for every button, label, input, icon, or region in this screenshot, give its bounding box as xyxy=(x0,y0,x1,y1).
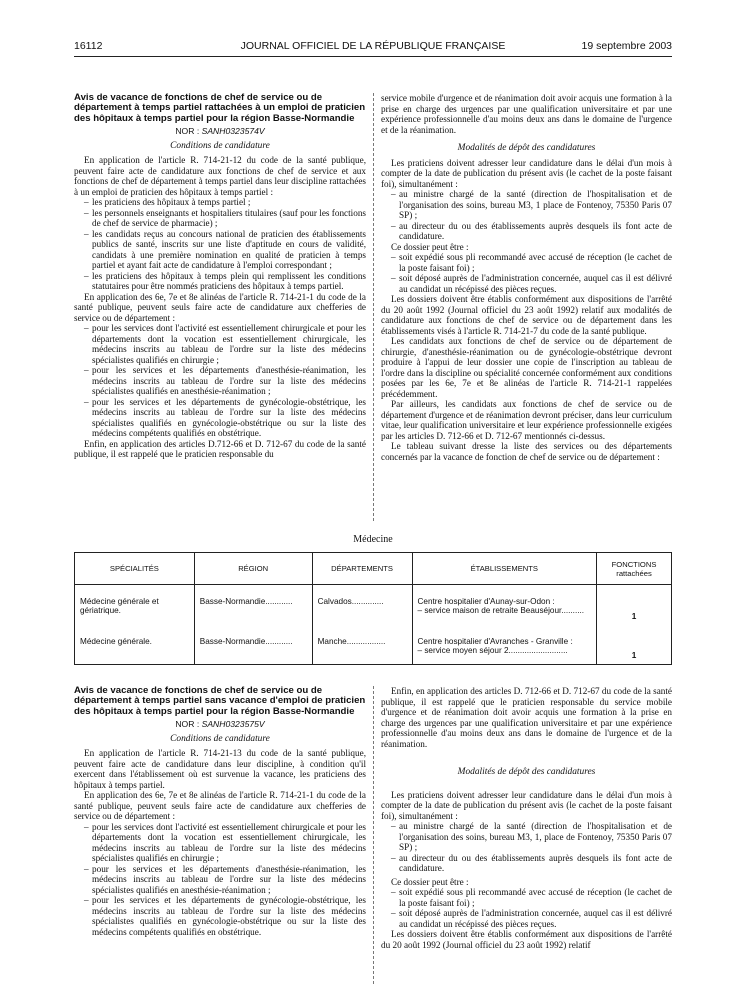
article1-col2-para5: Les candidats aux fonctions de chef de service ou de département de chirurgie, d'anesthésie-réanimation ou de gynécologie-obstétrique devront produire à l'appui de leur dossier une copie de l'inscription au tableau de l'ordre dans la discipline ou spécialité concernée conformément aux conditions posées par les 6e, 7e et 8e alinéas de l'article R. 714-21-1 rappelées précédemment. xyxy=(381,336,672,399)
article2-list1 xyxy=(74,822,366,938)
article1-nor xyxy=(74,126,366,137)
cell-departement-text: Manche xyxy=(317,636,347,646)
publication-date: 19 septembre 2003 xyxy=(581,40,672,52)
cell-region-text: Basse-Normandie xyxy=(199,636,266,646)
article2-list3 xyxy=(381,887,672,929)
cell-departement-text: Calvados xyxy=(317,597,352,606)
list-item: – pour les services et les départements de gynécologie-obstétrique, les médecins inscrits au tableau de l'ordre sur la liste des médecins spécialistes qualifiés en gynécologie-obstétrique ou sur la liste des médecins compétents qualifiés en obstétrique. xyxy=(84,397,366,439)
leader-dots: ............ xyxy=(265,636,293,646)
list-item: – soit déposé auprès de l'administration concernée, auquel cas il est délivré au candidat un récépissé des pièces reçues. xyxy=(391,273,672,294)
header-region: RÉGION xyxy=(194,553,312,585)
cell-etablissement xyxy=(412,585,597,625)
article2-left-column xyxy=(74,686,366,984)
header-departements: DÉPARTEMENTS xyxy=(312,553,412,585)
cell-fonctions: 1 xyxy=(597,585,672,625)
article1-para3: Enfin, en application des articles D.712-66 et D. 712-67 du code de la santé publique, il est rappelé que le praticien responsable du xyxy=(74,438,366,460)
leader-dots: .............. xyxy=(351,597,384,606)
list-item: – les candidats reçus au concours national de praticien des établissements publics de santé, inscrits sur une liste d'aptitude en cours de validité, candidats à une première nomination en qualité de praticien à temps partiel et ayant fait acte de candidature à l'emploi correspondant ; xyxy=(84,229,366,271)
article2-col2-para4: Les dossiers doivent être établis conformément aux dispositions de l'arrêté du 20 août 1992 (Journal officiel du 23 août 1992) relatif xyxy=(381,929,672,950)
leader-dots: .......................... xyxy=(508,645,568,655)
article2-list2 xyxy=(381,821,672,874)
etablissement-line2-text: – service maison de retraite Beauséjour xyxy=(417,606,562,615)
column-separator xyxy=(373,686,374,984)
article2-col2-para2: Les praticiens doivent adresser leur candidature dans le délai d'un mois à compter de la date de publication du présent avis (le cachet de la poste faisant foi), simultanément : xyxy=(381,789,672,821)
list-item: – soit déposé auprès de l'administration concernée, auquel cas il est délivré au candidat un récépissé des pièces reçues. xyxy=(391,908,672,929)
list-item: – les praticiens des hôpitaux à temps plein qui remplissent les conditions statutaires pour être nommés praticiens des hôpitaux à temps partiel. xyxy=(84,271,366,292)
article2-col2-para3: Ce dossier peut être : xyxy=(391,876,469,887)
article2-col2-para1: Enfin, en application des articles D. 712-66 et D. 712-67 du code de la santé publique, il est rappelé que le praticien responsable du service mobile d'urgence et de réanimation doit avoir acquis une formation à la prise en charge des urgences par une qualification universitaire et par une expérience professionnelle d'au moins deux ans dans le domaine de l'urgence et de la réanimation. xyxy=(381,686,672,749)
nor-label: NOR : xyxy=(175,719,200,730)
cell-region xyxy=(194,625,312,665)
article1-col2-para2: Les praticiens doivent adresser leur candidature dans le délai d'un mois à compter de la date de publication du présent avis (le cachet de la poste faisant foi), simultanément : xyxy=(381,157,672,189)
article1-conditions-heading: Conditions de candidature xyxy=(170,140,270,151)
column-separator xyxy=(373,93,374,521)
list-item: – au directeur du ou des établissements auprès desquels ils font acte de candidature. xyxy=(391,221,672,242)
leader-dots: ............ xyxy=(265,597,293,606)
leader-dots: ................. xyxy=(346,636,386,646)
article1-col2-para1: service mobile d'urgence et de réanimation doit avoir acquis une formation à la prise en charge des urgences par une qualification universitaire et par une expérience professionnelle d'au moins deux ans dans le domaine de l'urgence et de la réanimation. xyxy=(381,93,672,135)
list-item: – les personnels enseignants et hospitaliers titulaires (sauf pour les fonctions de chef de service de pharmacie) ; xyxy=(84,208,366,229)
nor-label: NOR : xyxy=(175,126,200,137)
header-fonctions-sub: rattachées xyxy=(616,568,652,578)
article2-para2: En application des 6e, 7e et 8e alinéas de l'article R. 714-21-1 du code de la santé publique, peuvent seuls faire acte de candidature aux chefferies de service ou de département : xyxy=(74,790,366,822)
list-item: – soit expédié sous pli recommandé avec accusé de réception (le cachet de la poste faisant foi) ; xyxy=(391,252,672,273)
cell-etablissement xyxy=(412,625,597,665)
list-item: – pour les services et les départements d'anesthésie-réanimation, les médecins inscrits au tableau de l'ordre sur la liste des médecins spécialistes qualifiés en anesthésie-réanimation ; xyxy=(84,365,366,397)
leader-dots: .......... xyxy=(561,606,585,615)
list-item: – au ministre chargé de la santé (direction de l'hospitalisation et de l'organisation des soins, bureau M3, 1, place de Fontenoy, 75350 Paris 07 SP) ; xyxy=(391,821,672,853)
article1-list2 xyxy=(74,323,366,439)
etablissement-line1: Centre hospitalier d'Avranches - Granville : xyxy=(417,636,573,646)
article1-right-column xyxy=(381,93,672,521)
page-number: 16112 xyxy=(74,40,103,52)
list-item: – pour les services et les départements de gynécologie-obstétrique, les médecins inscrits au tableau de l'ordre sur la liste des médecins spécialistes qualifiés en gynécologie-obstétrique ou sur la liste des médecins compétents qualifiés en obstétrique. xyxy=(84,895,366,937)
journal-title: JOURNAL OFFICIEL DE LA RÉPUBLIQUE FRANÇAISE xyxy=(240,40,506,52)
article2-title: Avis de vacance de fonctions de chef de service ou de département à temps partiel sans vacance d'emploi de praticien des hôpitaux à temps partiel pour la région Basse-Normandie xyxy=(74,686,366,717)
list-item: – soit expédié sous pli recommandé avec accusé de réception (le cachet de la poste faisant foi) ; xyxy=(391,887,672,908)
header-specialites: SPÉCIALITÉS xyxy=(75,553,195,585)
list-item: – au ministre chargé de la santé (direction de l'hospitalisation et de l'organisation des soins, bureau M3, 1 place de Fontenoy, 75350 Paris 07 SP) ; xyxy=(391,189,672,221)
article1-title: Avis de vacance de fonctions de chef de service ou de département à temps partiel rattachées à un emploi de praticien des hôpitaux à temps partiel pour la région Basse-Normandie xyxy=(74,93,366,124)
article2-conditions-heading: Conditions de candidature xyxy=(170,733,270,744)
cell-specialite: Médecine générale. xyxy=(75,625,195,665)
article2-modalites-heading: Modalités de dépôt des candidatures xyxy=(457,767,596,777)
cell-specialite: Médecine générale et gériatrique. xyxy=(75,585,195,625)
article1-list3 xyxy=(381,189,672,242)
article1-col2-para3: Ce dossier peut être : xyxy=(391,241,469,252)
article1-col2-para6: Par ailleurs, les candidats aux fonctions de chef de service ou de département d'urgence et de réanimation devront préciser, dans leur curriculum vitae, leur qualification universitaire et leur expérience professionnelle exigées par les articles D. 712-66 et D. 712-67 mentionnés ci-dessus. xyxy=(381,399,672,441)
article2-right-column xyxy=(381,686,672,984)
nor-code: SANH0323574V xyxy=(201,126,265,137)
cell-fonctions: 1 xyxy=(597,625,672,665)
etablissement-line1: Centre hospitalier d'Aunay-sur-Odon : xyxy=(417,597,555,606)
vacancy-table xyxy=(74,552,672,665)
table-row xyxy=(75,625,672,665)
cell-departement xyxy=(312,585,412,625)
etablissement-line2 xyxy=(418,646,592,655)
etablissement-line2 xyxy=(418,606,592,615)
article1-modalites-heading: Modalités de dépôt des candidatures xyxy=(457,143,596,153)
list-item: – les praticiens des hôpitaux à temps partiel ; xyxy=(84,197,366,208)
table-row xyxy=(75,585,672,625)
list-item: – pour les services dont l'activité est essentiellement chirurgicale et pour les départements dont la vocation est essentiellement chirurgicale, les médecins inscrits au tableau de l'ordre sur la liste des médecins spécialistes qualifiés en chirurgie ; xyxy=(84,822,366,864)
article2-para1: En application de l'article R. 714-21-13 du code de la santé publique, peuvent faire acte de candidature dans leur discipline, à condition qu'il exercent dans l'établissement où est survenue la vacance, les praticiens des hôpitaux à temps partiel. xyxy=(74,748,366,790)
header-etablissements: ÉTABLISSEMENTS xyxy=(412,553,597,585)
page-header xyxy=(74,40,672,56)
list-item: – pour les services et les départements d'anesthésie-réanimation, les médecins inscrits au tableau de l'ordre sur la liste des médecins spécialistes qualifiés en anesthésie-réanimation ; xyxy=(84,864,366,896)
etablissement-line2-text: – service moyen séjour 2 xyxy=(417,645,509,655)
nor-code: SANH0323575V xyxy=(201,719,265,730)
article1-list1 xyxy=(74,197,366,292)
article1-para1: En application de l'article R. 714-21-12 du code de la santé publique, peuvent faire acte de candidature aux fonctions de chef de service et aux fonctions de chef de département à temps partiel dans leur discipline rattachées à un emploi de praticien des hôpitaux à temps partiel : xyxy=(74,155,366,197)
article1-col2-para7: Le tableau suivant dresse la liste des services ou des départements concernés par la vacance de fonction de chef de service ou de département : xyxy=(381,441,672,462)
cell-region xyxy=(194,585,312,625)
list-item: – pour les services dont l'activité est essentiellement chirurgicale et pour les départements dont la vocation est essentiellement chirurgicale, les médecins inscrits au tableau de l'ordre sur la liste des médecins spécialistes qualifiés en chirurgie ; xyxy=(84,323,366,365)
article1-left-column xyxy=(74,93,366,521)
article1-list4 xyxy=(381,252,672,294)
cell-region-text: Basse-Normandie xyxy=(199,597,266,606)
list-item: – au directeur du ou des établissements auprès desquels ils font acte de candidature. xyxy=(391,853,672,874)
header-rule xyxy=(74,56,672,57)
header-fonctions xyxy=(597,553,672,585)
article2-nor xyxy=(74,719,366,730)
article1-para2: En application des 6e, 7e et 8e alinéas de l'article R. 714-21-1 du code de la santé publique, peuvent seuls faire acte de candidature aux chefferies de service ou de département : xyxy=(74,291,366,323)
table-caption: Médecine xyxy=(353,534,393,545)
article1-col2-para4: Les dossiers doivent être établis conformément aux dispositions de l'arrêté du 20 août 1992 (Journal officiel du 23 août 1992) relatif aux modalités de candidature aux fonctions de chef de service ou de département dans les établissements visés à l'article R. 714-21-7 du code de la santé publique. xyxy=(381,294,672,336)
header-fonctions-label: FONCTIONS xyxy=(611,559,657,569)
cell-departement xyxy=(312,625,412,665)
table-header-row xyxy=(75,553,672,585)
